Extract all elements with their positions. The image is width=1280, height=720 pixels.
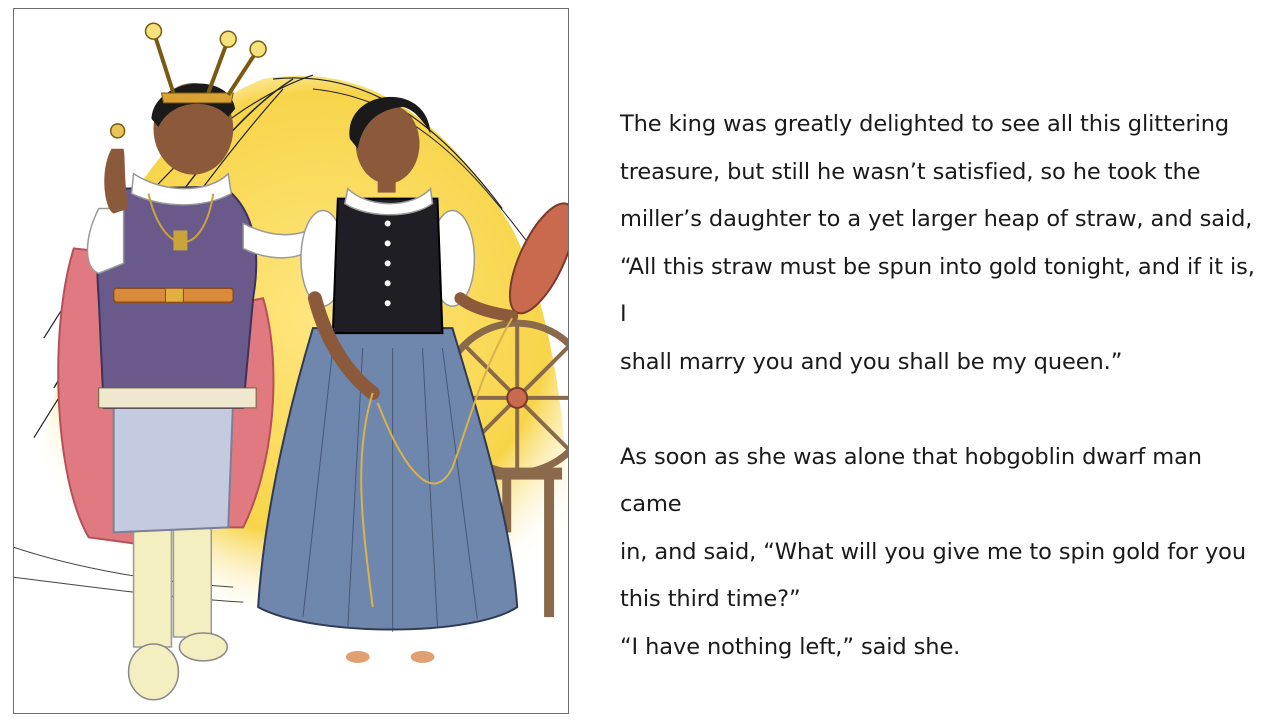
illustration-drawing [14, 9, 568, 713]
story-text [620, 101, 1260, 671]
story-paragraph: The king was greatly delighted to see all this glittering treasure, but still he wasn’t satisfied, so he took the miller’s daughter to a yet larger heap of straw, and said, “All this straw must be spun into gold tonight, and if it is, I shall marry you and you shall be my queen.” [620, 111, 1255, 375]
story-paragraph: “I have nothing left,” said she. [620, 633, 961, 660]
story-illustration [13, 8, 569, 714]
paragraph-spacer [620, 386, 1260, 434]
story-paragraph: As soon as she was alone that hobgoblin dwarf man came in, and said, “What will you give me to spin gold for you this third time?” [620, 443, 1247, 612]
